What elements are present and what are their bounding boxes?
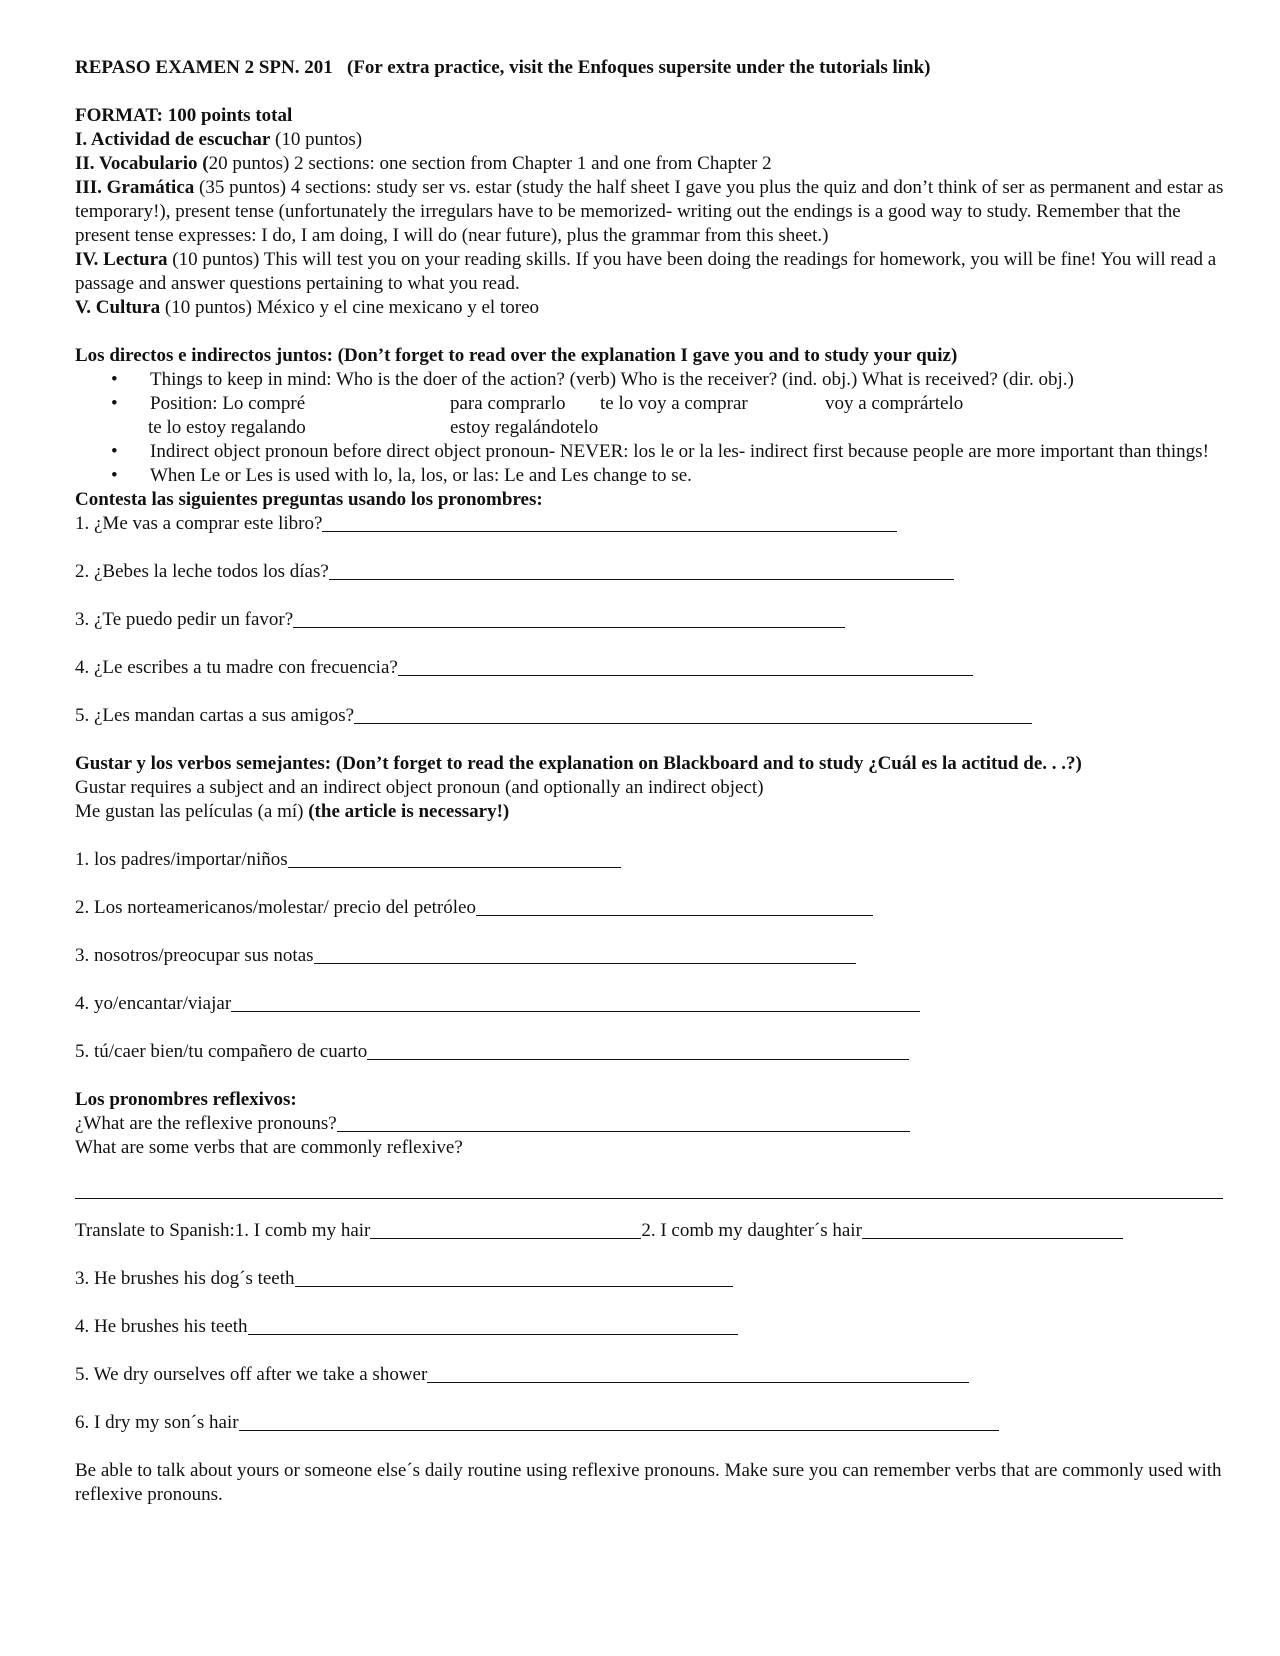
bullet-icon: • xyxy=(111,465,118,486)
answer-blank[interactable] xyxy=(239,1411,999,1431)
worksheet xyxy=(75,56,1225,1507)
translate-item-4: 4. He brushes his teeth xyxy=(75,1315,1225,1339)
format-item-5: V. Cultura (10 puntos) México y el cine mexicano y el toreo xyxy=(75,297,540,318)
reflexive-question-1: ¿What are the reflexive pronouns? xyxy=(75,1112,1225,1136)
answer-blank[interactable] xyxy=(367,1040,909,1060)
gustar-item-4: 4. yo/encantar/viajar xyxy=(75,992,1225,1016)
gustar-line-2: Me gustan las películas (a mí) (the article is necessary!) xyxy=(75,801,510,822)
translate-item-3: 3. He brushes his dog´s teeth xyxy=(75,1267,1225,1291)
answer-blank[interactable] xyxy=(427,1363,969,1383)
pronouns-heading: Los directos e indirectos juntos: (Don’t forget to read over the explanation I gave you and to study your quiz) xyxy=(75,345,958,366)
format-item-4: IV. Lectura (10 puntos) This will test you on your reading skills. If you have been doing the readings for homework, you will be fine! You will read a passage and answer questions pertaining to what you read. xyxy=(75,249,1217,294)
answer-blank[interactable] xyxy=(862,1219,1123,1239)
pronoun-question-4: 4. ¿Le escribes a tu madre con frecuencia? xyxy=(75,656,1225,680)
pronoun-question-5: 5. ¿Les mandan cartas a sus amigos? xyxy=(75,704,1225,728)
translate-item-6: 6. I dry my son´s hair xyxy=(75,1411,1225,1435)
answer-blank[interactable] xyxy=(295,1267,733,1287)
reflexive-question-2: What are some verbs that are commonly reflexive? xyxy=(75,1137,463,1158)
answer-blank[interactable] xyxy=(293,608,845,628)
answer-blank[interactable] xyxy=(370,1219,641,1239)
bullet-icon: • xyxy=(111,441,118,462)
pronouns-instruction: Contesta las siguientes preguntas usando los pronombres: xyxy=(75,489,543,510)
bullet-position: • Position: Lo compré para comprarlo te lo voy a comprar voy a comprártelo te lo estoy regalando estoy regalándotelo xyxy=(111,393,964,438)
answer-blank[interactable] xyxy=(398,656,973,676)
bullet-keep-in-mind: • Things to keep in mind: Who is the doer of the action? (verb) Who is the receiver? (ind. obj.) What is received? (dir. obj.) xyxy=(111,369,1074,390)
worksheet-note: (For extra practice, visit the Enfoques supersite under the tutorials link) xyxy=(347,57,931,78)
gustar-item-1: 1. los padres/importar/niños xyxy=(75,848,1225,872)
answer-blank[interactable] xyxy=(476,896,873,916)
format-item-2: II. Vocabulario (20 puntos) 2 sections: one section from Chapter 1 and one from Chapter 2 xyxy=(75,153,772,174)
worksheet-title: REPASO EXAMEN 2 SPN. 201 xyxy=(75,57,333,78)
answer-blank[interactable] xyxy=(337,1112,910,1132)
pronouns-bullet-list xyxy=(75,368,1225,488)
pronoun-question-1: 1. ¿Me vas a comprar este libro? xyxy=(75,512,1225,536)
answer-blank[interactable] xyxy=(231,992,920,1012)
bullet-le-les: • When Le or Les is used with lo, la, los, or las: Le and Les change to se. xyxy=(111,465,692,486)
pronoun-question-2: 2. ¿Bebes la leche todos los días? xyxy=(75,560,1225,584)
bullet-order: • Indirect object pronoun before direct object pronoun- NEVER: los le or la les- indirect first because people are more important than things! xyxy=(111,441,1209,462)
format-heading: FORMAT: 100 points total xyxy=(75,105,293,126)
gustar-line-1: Gustar requires a subject and an indirect object pronoun (and optionally an indirect object) xyxy=(75,777,764,798)
translate-row: Translate to Spanish:1. I comb my hair 2. I comb my daughter´s hair xyxy=(75,1219,1225,1243)
answer-blank[interactable] xyxy=(314,944,856,964)
gustar-heading: Gustar y los verbos semejantes: (Don’t forget to read the explanation on Blackboard and to study ¿Cuál es la actitud de. . .?) xyxy=(75,753,1082,774)
gustar-item-5: 5. tú/caer bien/tu compañero de cuarto xyxy=(75,1040,1225,1064)
answer-blank[interactable] xyxy=(354,704,1032,724)
pronoun-question-3: 3. ¿Te puedo pedir un favor? xyxy=(75,608,1225,632)
worksheet-header xyxy=(75,56,1225,80)
translate-item-5: 5. We dry ourselves off after we take a shower xyxy=(75,1363,1225,1387)
answer-blank[interactable] xyxy=(329,560,954,580)
closing-paragraph: Be able to talk about yours or someone else´s daily routine using reflexive pronouns. Make sure you can remember verbs that are commonly used with reflexive pronouns. xyxy=(75,1460,1222,1505)
reflexive-heading: Los pronombres reflexivos: xyxy=(75,1089,297,1110)
answer-blank[interactable] xyxy=(288,848,621,868)
bullet-icon: • xyxy=(111,393,118,414)
answer-blank[interactable] xyxy=(322,512,897,532)
bullet-icon: • xyxy=(111,369,118,390)
format-item-3: III. Gramática (35 puntos) 4 sections: study ser vs. estar (study the half sheet I gave you plus the quiz and don’t think of ser as permanent and estar as temporary!), present tense (unfortunately the irregulars have to be memorized- writing out the endings is a good way to study. Remember that the present tense expresses: I do, I am doing, I will do (near future), plus the grammar from this sheet.) xyxy=(75,177,1224,246)
gustar-item-2: 2. Los norteamericanos/molestar/ precio del petróleo xyxy=(75,896,1225,920)
format-item-1: I. Actividad de escuchar (10 puntos) xyxy=(75,129,363,150)
gustar-item-3: 3. nosotros/preocupar sus notas xyxy=(75,944,1225,968)
answer-blank[interactable] xyxy=(248,1315,738,1335)
